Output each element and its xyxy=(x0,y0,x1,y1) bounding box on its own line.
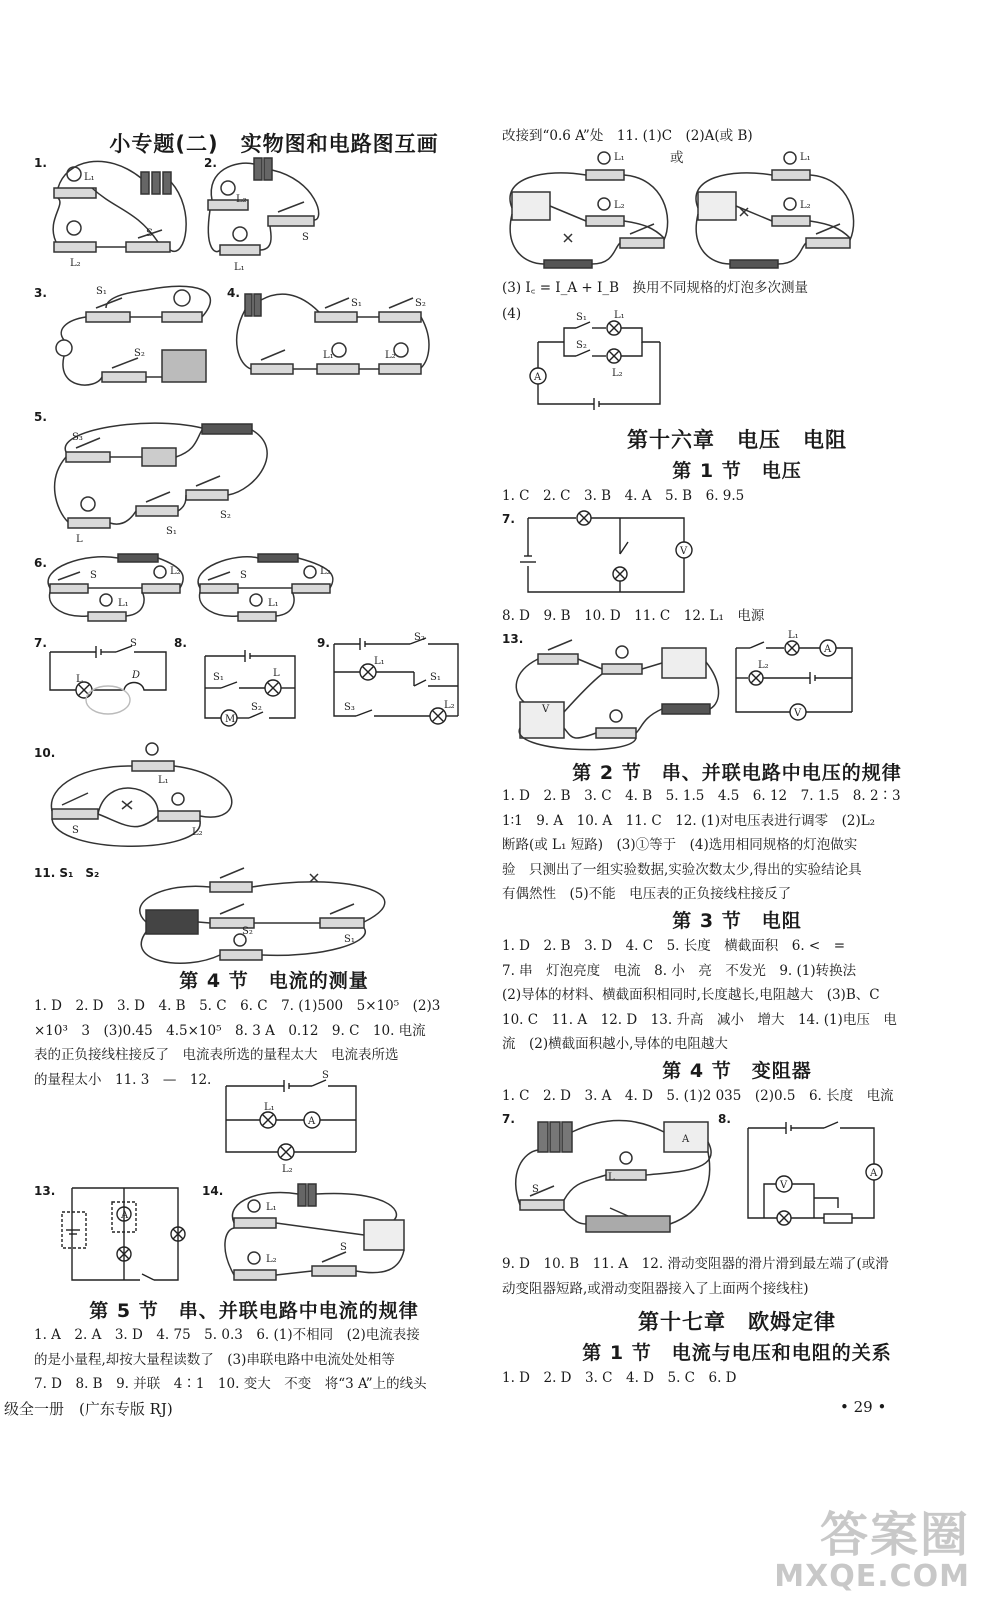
section-title: 第 4 节 变阻器 xyxy=(662,1060,812,1082)
label-L2: L₂ xyxy=(444,700,455,711)
question-number: 2. xyxy=(204,156,217,170)
question-number: 8. xyxy=(174,636,187,650)
page-number: • 29 • xyxy=(840,1398,887,1416)
section-title: 第 2 节 串、并联电路中电压的规律 xyxy=(572,762,902,784)
section-title: 第 4 节 电流的测量 xyxy=(179,970,369,992)
figure-13-voltage-apparatus xyxy=(512,632,722,752)
label-L: L xyxy=(76,674,83,685)
label-S1: S₁ xyxy=(351,298,362,309)
answer-line: 1. A 2. A 3. D 4. 75 5. 0.3 6. (1)不相同 (2)电流表接 xyxy=(34,1327,420,1343)
label-A: A xyxy=(870,1168,878,1179)
label-L1: L₁ xyxy=(118,598,129,609)
svg-text:V: V xyxy=(780,1180,788,1191)
label-L2: L₂ xyxy=(612,368,623,379)
answer-line: (2)导体的材料、横截面积相同时,长度越长,电阻越大 (3)B、C xyxy=(502,987,880,1003)
figure-11-apparatus xyxy=(124,862,464,962)
label-L1: L₁ xyxy=(614,310,625,321)
label-L: L xyxy=(273,668,280,679)
question-number: 1. xyxy=(34,156,47,170)
label-S2: S₂ xyxy=(134,348,145,359)
label-S: S xyxy=(146,228,153,239)
label-L2: L₂ xyxy=(614,200,625,211)
label-A: A xyxy=(308,1116,316,1127)
answer-line: 动变阻器短路,或滑动变阻器接入了上面两个接线柱) xyxy=(502,1280,809,1297)
answer-line: 1. D 2. B 3. D 4. C 5. 长度 横截面积 6. < = xyxy=(502,938,846,954)
figure-6b-apparatus xyxy=(196,548,341,628)
label-S: S xyxy=(90,570,97,581)
figure-2-apparatus xyxy=(206,150,336,273)
answer-line: 1. C 2. D 3. A 4. D 5. (1)2 035 (2)0.5 6. 长度 电流 xyxy=(502,1088,894,1104)
label-S3: S₃ xyxy=(72,432,83,443)
answer-line: 9. D 10. B 11. A 12. 滑动变阻器的滑片滑到最左端了(或滑 xyxy=(502,1256,889,1272)
figure-11-4-circuit xyxy=(524,310,674,414)
answer-line: 1. D 2. D 3. C 4. D 5. C 6. D xyxy=(502,1370,737,1386)
section-title: 第 3 节 电阻 xyxy=(672,910,802,932)
svg-text:V: V xyxy=(542,704,550,715)
answers-block xyxy=(502,784,972,907)
label-L1: L₁ xyxy=(264,1102,275,1113)
figure-11-apparatus-b xyxy=(690,148,865,268)
label-S: S xyxy=(240,570,247,581)
question-number: 4. xyxy=(227,286,240,300)
answer-line: 验 只测出了一组实验数据,实验次数太少,得出的实验结论具 xyxy=(502,861,862,878)
question-number: 6. xyxy=(34,556,47,570)
label-L1: L₁ xyxy=(614,152,625,163)
label-S2: S₂ xyxy=(251,702,262,713)
answer-line: (4) xyxy=(502,306,522,322)
topic-title: 小专题(二) 实物图和电路图互画 xyxy=(109,132,439,156)
figure-7-circuit xyxy=(46,638,171,717)
answer-line: 8. D 9. B 10. D 11. C 12. L₁ 电源 xyxy=(502,608,765,624)
label-S3: S₃ xyxy=(344,702,355,713)
label-L1: L₁ xyxy=(158,775,169,786)
figure-6a-apparatus xyxy=(46,548,191,628)
label-A: A xyxy=(824,644,832,655)
label-L2: L₂ xyxy=(70,258,81,269)
figure-4-apparatus xyxy=(239,280,434,395)
label-S: S xyxy=(532,1184,539,1195)
label-S1: S₁ xyxy=(166,526,177,537)
question-number: 14. xyxy=(202,1184,224,1198)
answers-block xyxy=(34,1323,504,1397)
question-number: 13. xyxy=(502,632,524,646)
footer-book-info: 级全一册 (广东专版 RJ) xyxy=(4,1400,173,1418)
answer-line: 改接到“0.6 A”处 11. (1)C (2)A(或 B) xyxy=(502,128,753,144)
answer-line: (3) I꜀ = I_A + I_B 换用不同规格的灯泡多次测量 xyxy=(502,280,809,296)
label-M: M xyxy=(225,714,236,725)
label-S2: S₂ xyxy=(220,510,231,521)
figure-14-apparatus xyxy=(224,1180,424,1290)
label-L: L xyxy=(608,1172,615,1183)
figure-1-apparatus xyxy=(46,150,196,270)
label-L2: L₂ xyxy=(170,566,181,577)
label-L1: L₁ xyxy=(800,152,811,163)
question-number: 13. xyxy=(34,1184,56,1198)
section-title: 第 1 节 电压 xyxy=(672,460,802,482)
figure-9-circuit xyxy=(330,632,465,726)
answer-line: 10. C 11. A 12. D 13. 升高 减小 增大 14. (1)电压 电 xyxy=(502,1011,897,1028)
question-number: 9. xyxy=(317,636,330,650)
answer-line: 1. C 2. C 3. B 4. A 5. B 6. 9.5 xyxy=(502,488,745,504)
answer-line: 1. D 2. B 3. C 4. B 5. 1.5 4.5 6. 12 7. 1.5 8. 2∶3 xyxy=(502,788,901,804)
label-A: A xyxy=(534,372,542,383)
figure-10-apparatus xyxy=(46,745,256,855)
figure-13-voltage-circuit xyxy=(728,632,858,722)
label-S1: S₁ xyxy=(576,312,587,323)
label-L2: L₂ xyxy=(236,194,247,205)
label-L1: L₁ xyxy=(84,172,95,183)
chapter-title: 第十七章 欧姆定律 xyxy=(638,1310,836,1334)
question-number: 5. xyxy=(34,410,47,424)
question-number: 7. xyxy=(502,512,515,526)
answer-line: 表的正负接线柱接反了 电流表所选的量程太大 电流表所选 xyxy=(34,1047,399,1063)
figure-13-circuit xyxy=(58,1184,188,1292)
question-number: 3. xyxy=(34,286,47,300)
answers-block xyxy=(502,934,972,1057)
watermark-title: 答案圈 xyxy=(819,1507,970,1563)
label-L1: L₁ xyxy=(788,630,799,641)
label-L2: L₂ xyxy=(282,1164,293,1175)
answer-line: 1. D 2. D 3. D 4. B 5. C 6. C 7. (1)500 5×10⁵ (2)3 xyxy=(34,998,441,1014)
label-L1: L₁ xyxy=(268,598,279,609)
label-L2: L₂ xyxy=(192,827,203,838)
label-L2: L₂ xyxy=(320,566,331,577)
label-S1: S₁ xyxy=(344,934,355,945)
label-S1: S₁ xyxy=(430,672,441,683)
answer-line: ×10³ 3 (3)0.45 4.5×10⁵ 8. 3 A 0.12 9. C 10. 电流 xyxy=(34,1022,426,1039)
label-D: D xyxy=(132,670,141,681)
label-L2: L₂ xyxy=(385,350,396,361)
answer-line: 断路(或 L₁ 短路) (3)①等于 (4)选用相同规格的灯泡做实 xyxy=(502,837,858,853)
question-number: 8. xyxy=(718,1112,731,1126)
label-S: S xyxy=(130,638,137,649)
label-S1: S₁ xyxy=(213,672,224,683)
label-S2: S₂ xyxy=(414,632,425,643)
watermark-url: MXQE.COM xyxy=(774,1559,970,1594)
answer-line: 有偶然性 (5)不能 电压表的正负接线柱接反了 xyxy=(502,886,792,902)
label-L1: L₁ xyxy=(374,656,385,667)
answer-line: 流 (2)横截面积越小,导体的电阻越大 xyxy=(502,1036,728,1052)
answer-line: 的是小量程,却按大量程读数了 (3)串联电路中电流处处相等 xyxy=(34,1351,395,1368)
label-S: S xyxy=(302,232,309,243)
or-text: 或 xyxy=(670,150,684,166)
label-L: L xyxy=(76,534,83,545)
answers-block xyxy=(502,1252,972,1301)
label-L2: L₂ xyxy=(800,200,811,211)
figure-3-apparatus xyxy=(46,280,236,395)
answer-line: 1∶1 9. A 10. A 11. C 12. (1)对电压表进行调零 (2)L₂ xyxy=(502,812,876,829)
question-number: 7. xyxy=(34,636,47,650)
section-title: 第 1 节 电流与电压和电阻的关系 xyxy=(582,1342,892,1364)
label-L2: L₂ xyxy=(758,660,769,671)
label-L1: L₁ xyxy=(323,350,334,361)
figure-12-circuit xyxy=(222,1070,367,1175)
answer-item-11: 11. S₁ S₂ xyxy=(34,866,100,880)
figure-7-voltage-circuit xyxy=(514,508,694,600)
figure-5-apparatus xyxy=(46,410,276,545)
chapter-title: 第十六章 电压 电阻 xyxy=(627,428,847,452)
answer-line: 7. 串 灯泡亮度 电流 8. 小 亮 不发光 9. (1)转换法 xyxy=(502,962,857,979)
label-S2: S₂ xyxy=(576,340,587,351)
label-A: A xyxy=(682,1134,690,1145)
label-S1: S₁ xyxy=(96,286,107,297)
figure-8-rheostat-circuit xyxy=(734,1118,884,1230)
label-S2: S₂ xyxy=(415,298,426,309)
figure-7-rheostat-apparatus xyxy=(514,1112,714,1244)
label-S: S xyxy=(340,1242,347,1253)
label-S2: S₂ xyxy=(242,926,253,937)
svg-text:V: V xyxy=(794,708,802,719)
label-S: S xyxy=(322,1070,329,1081)
svg-text:V: V xyxy=(680,546,688,557)
label-L1: L₁ xyxy=(266,1202,277,1213)
label-S: S xyxy=(72,825,79,836)
watermark xyxy=(774,1496,970,1594)
label-A: A xyxy=(121,1210,129,1221)
question-number: 10. xyxy=(34,746,56,760)
section-title: 第 5 节 串、并联电路中电流的规律 xyxy=(89,1300,419,1322)
figure-11-apparatus-a xyxy=(504,148,679,268)
figure-8-circuit xyxy=(199,642,304,732)
label-L1: L₁ xyxy=(234,262,245,273)
label-L2: L₂ xyxy=(266,1254,277,1265)
question-number: 7. xyxy=(502,1112,515,1126)
answer-line: 7. D 8. B 9. 并联 4∶1 10. 变大 不变 将“3 A”上的线头 xyxy=(34,1376,427,1392)
answer-line: 的量程太小 11. 3 — 12. xyxy=(34,1071,212,1088)
